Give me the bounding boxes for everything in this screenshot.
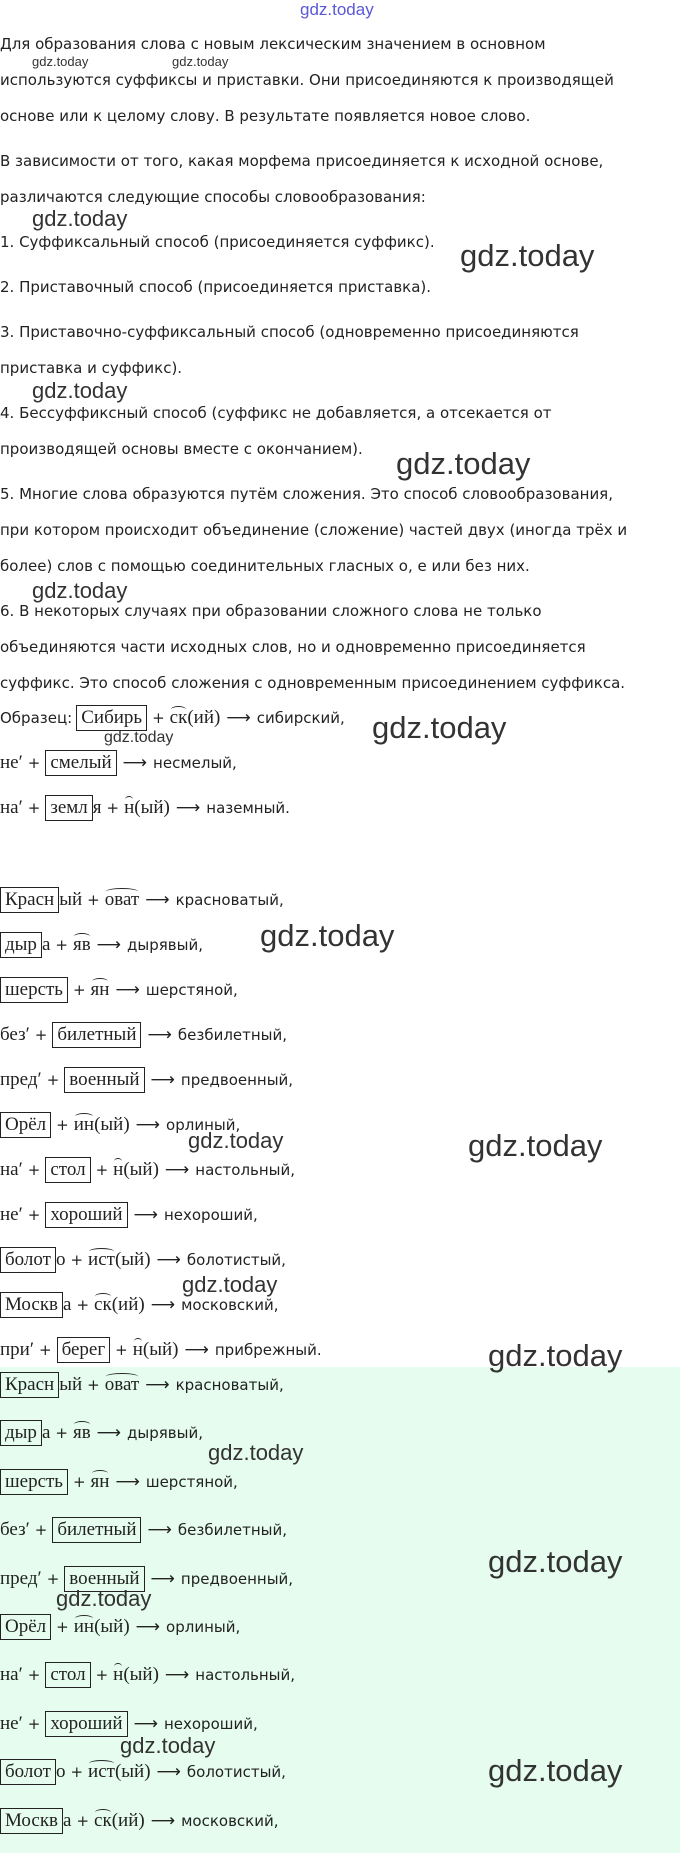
arrow-icon: ⟶ (133, 1205, 158, 1225)
arrow-icon: ⟶ (164, 1665, 190, 1686)
suffix-arc: н (113, 1159, 124, 1180)
suffix-arc: ист (88, 1761, 115, 1783)
paragraph-line: используются суффиксы и приставки. Они присоединяются к производящей (0, 71, 614, 89)
arrow-icon: ⟶ (145, 1375, 170, 1395)
tail: ый (59, 889, 83, 910)
formation-row (0, 1806, 278, 1836)
plus-sign: + (34, 1521, 48, 1540)
sample-row: на ′ + земл я + н (ый) ⟶ наземный. (0, 793, 290, 823)
result-word: настольный, (195, 1666, 296, 1685)
watermark: gdz.today (468, 1128, 603, 1163)
ending: (ый) (114, 1249, 151, 1270)
formation-row (0, 1467, 238, 1497)
root-box: дыр (0, 1420, 42, 1446)
result-word: прибрежный. (214, 1341, 322, 1359)
result-word: нехороший, (163, 1206, 258, 1224)
suffix-arc: н (132, 1339, 143, 1360)
paragraph-line: В зависимости от того, какая морфема присоединяется к исходной основе, (0, 152, 604, 170)
prefix: на (0, 797, 19, 818)
method-1: 1. Суффиксальный способ (присоединяется суффикс). (0, 233, 435, 251)
prefix: не (0, 1712, 19, 1734)
result-word: московский, (181, 1811, 279, 1830)
prefix: при (0, 1339, 30, 1360)
prefix: пред (0, 1069, 38, 1090)
header-watermark: gdz.today (300, 0, 374, 19)
suffix-arc: яв (72, 934, 91, 955)
plus-sign: + (87, 1376, 100, 1394)
ending: (ый) (94, 1616, 130, 1637)
arrow-icon: ⟶ (156, 1762, 181, 1783)
prefix-mark: ′ (25, 1024, 30, 1045)
formation-row (0, 1660, 295, 1690)
suffix-arc: яв (72, 1422, 91, 1444)
plus-sign: + (27, 1714, 41, 1733)
result-word: дырявый, (127, 1424, 204, 1443)
watermark: gdz.today (120, 1733, 216, 1758)
root-box: шерсть (0, 1469, 68, 1495)
prefix-mark: ′ (18, 1664, 23, 1686)
result-word: московский, (181, 1296, 279, 1314)
plus-sign: + (27, 1666, 41, 1685)
plus-sign: + (76, 1296, 90, 1314)
suffix-arc: оват (104, 889, 140, 910)
root-box: военный (64, 1566, 144, 1592)
root-box: военный (64, 1067, 144, 1093)
formation-row (0, 1370, 284, 1400)
ending: (ый) (123, 1664, 159, 1686)
watermark: gdz.today (488, 1753, 623, 1788)
watermark: gdz.today (172, 54, 229, 69)
tail: ый (59, 1374, 83, 1395)
plus-sign: + (95, 1161, 109, 1179)
paragraph-line: Для образования слова с новым лексическим значением в основном (0, 35, 546, 53)
tail: а (41, 934, 51, 955)
suffix-arc: ян (90, 979, 110, 1000)
arrow-icon: ⟶ (147, 1520, 172, 1541)
watermark: gdz.today (32, 54, 89, 69)
result-word: предвоенный, (180, 1071, 294, 1089)
result-word: нехороший, (163, 1714, 258, 1733)
prefix-mark: ′ (18, 1712, 23, 1734)
plus-sign: + (56, 1116, 69, 1134)
root-box: земл (45, 795, 92, 821)
suffix-arc: н (113, 1664, 124, 1686)
plus-sign: + (76, 1811, 90, 1830)
prefix-mark: ′ (18, 1159, 23, 1180)
plus-sign: + (46, 1569, 60, 1588)
paragraph-line: суффикс. Это способ сложения с одновременным присоединением суффикса. (0, 674, 626, 692)
formation-row (0, 1200, 258, 1230)
arrow-icon: ⟶ (135, 1617, 161, 1637)
tail: а (63, 1294, 72, 1315)
arrow-icon: ⟶ (135, 1115, 161, 1135)
watermark: gdz.today (104, 729, 174, 746)
formation-row (0, 1335, 322, 1365)
root-box: Сибирь (76, 705, 147, 731)
watermark: gdz.today (188, 1128, 284, 1153)
suffix-arc: ист (88, 1249, 115, 1270)
formation-row (0, 1155, 295, 1185)
tail: о (55, 1761, 66, 1783)
suffix-arc: ян (90, 1470, 110, 1492)
tail: я (92, 797, 102, 818)
paragraph-line: объединяются части исходных слов, но и одновременно присоединяется (0, 638, 586, 656)
arrow-icon: ⟶ (115, 980, 140, 1000)
arrow-icon: ⟶ (150, 1070, 175, 1090)
arrow-icon: ⟶ (96, 1423, 122, 1444)
prefix: не (0, 752, 19, 773)
plus-sign: + (55, 1424, 68, 1443)
result-word: красноватый, (175, 1376, 284, 1394)
root-box: хороший (45, 1711, 127, 1737)
result-word: сибирский, (256, 709, 345, 727)
paragraph-line: более) слов с помощью соединительных гласных о, е или без них. (0, 557, 530, 575)
formation-row (0, 1065, 293, 1095)
result-word: дырявый, (127, 936, 204, 954)
prefix-mark: ′ (37, 1069, 42, 1090)
watermark: gdz.today (260, 918, 395, 953)
watermark: gdz.today (182, 1272, 278, 1297)
result-word: настольный, (195, 1161, 296, 1179)
watermark: gdz.today (32, 578, 128, 603)
formation-row (0, 975, 238, 1005)
arrow-icon: ⟶ (150, 1568, 175, 1589)
ending: (ый) (123, 1159, 159, 1180)
plus-sign: + (70, 1251, 84, 1269)
formation-row (0, 1020, 287, 1050)
plus-sign: + (87, 891, 100, 909)
watermark: gdz.today (488, 1544, 623, 1579)
tail: о (55, 1249, 66, 1270)
arrow-icon: ⟶ (145, 890, 170, 910)
prefix: на (0, 1664, 19, 1686)
suffix-arc: ск (169, 707, 188, 728)
example-label: Образец: (0, 709, 73, 727)
plus-sign: + (95, 1666, 109, 1685)
suffix-arc: ин (73, 1616, 95, 1637)
prefix: на (0, 1159, 19, 1180)
root-box: Красн (0, 887, 59, 913)
result-word: болотистый, (186, 1763, 286, 1782)
root-box: дыр (0, 932, 42, 958)
arrow-icon: ⟶ (164, 1160, 190, 1180)
method-3: 3. Приставочно-суффиксальный способ (одновременно присоединяются (0, 323, 579, 341)
method-4: 4. Бессуффиксный способ (суффикс не добавляется, а отсекается от (0, 404, 552, 422)
suffix-arc: ск (94, 1809, 112, 1831)
prefix: пред (0, 1567, 38, 1589)
suffix-arc: н (124, 797, 135, 818)
result-word: шерстяной, (145, 981, 238, 999)
formation-row (0, 1245, 286, 1275)
ending: (ий) (111, 1809, 145, 1831)
tail: а (63, 1809, 72, 1831)
arrow-icon: ⟶ (150, 1295, 176, 1315)
prefix-mark: ′ (25, 1519, 30, 1541)
watermark: gdz.today (372, 710, 507, 745)
prefix: без (0, 1519, 26, 1541)
ending: (ий) (187, 707, 221, 728)
plus-sign: + (70, 1763, 84, 1782)
suffix-arc: ин (73, 1114, 95, 1135)
watermark: gdz.today (460, 238, 595, 273)
watermark: gdz.today (56, 1586, 152, 1611)
prefix: без (0, 1024, 26, 1045)
method-6: 6. В некоторых случаях при образовании сложного слова не только (0, 602, 542, 620)
watermark: gdz.today (208, 1440, 304, 1465)
arrow-icon: ⟶ (150, 1810, 176, 1831)
result-word: шерстяной, (145, 1472, 238, 1491)
prefix-mark: ′ (37, 1567, 42, 1589)
root-box: стол (45, 1157, 90, 1183)
root-box: шерсть (0, 977, 68, 1003)
plus-sign: + (115, 1341, 128, 1359)
root-box: билетный (52, 1022, 141, 1048)
formation-row (0, 1612, 240, 1642)
result-word: красноватый, (175, 891, 284, 909)
watermark: gdz.today (396, 446, 531, 481)
tail: а (41, 1422, 51, 1444)
arrow-icon: ⟶ (115, 1471, 140, 1492)
plus-sign: + (27, 1161, 41, 1179)
formation-row (0, 1757, 286, 1787)
plus-sign: + (56, 1618, 69, 1636)
root-box: стол (45, 1662, 90, 1688)
result-word: орлиный, (166, 1618, 241, 1636)
result-word: болотистый, (186, 1251, 286, 1269)
plus-sign: + (34, 1026, 48, 1044)
root-box: билетный (52, 1517, 141, 1543)
formation-row (0, 885, 284, 915)
root-box: Орёл (0, 1112, 51, 1138)
result-word: орлиный, (166, 1116, 241, 1134)
paragraph-line: приставка и суффикс). (0, 359, 183, 377)
method-2: 2. Приставочный способ (присоединяется приставка). (0, 278, 432, 296)
formation-row (0, 930, 203, 960)
watermark: gdz.today (32, 378, 128, 403)
plus-sign: + (72, 1472, 86, 1491)
ending: (ый) (142, 1339, 179, 1360)
suffix-arc: оват (104, 1374, 140, 1395)
sample-row: Образец: Сибирь + ск (ий) ⟶ сибирский, (0, 703, 345, 733)
arrow-icon: ⟶ (156, 1250, 181, 1270)
root-box: Москв (0, 1292, 63, 1318)
arrow-icon: ⟶ (147, 1025, 172, 1045)
root-box: Москв (0, 1808, 63, 1834)
root-box: Орёл (0, 1614, 51, 1640)
paragraph-line: различаются следующие способы словообразования: (0, 188, 426, 206)
root-box: Красн (0, 1372, 59, 1398)
root-box: смелый (45, 750, 116, 776)
watermark: gdz.today (32, 206, 128, 231)
result-word: несмелый, (153, 754, 237, 772)
method-5: 5. Многие слова образуются путём сложения. Это способ словообразования, (0, 485, 613, 503)
plus-sign: + (27, 1206, 41, 1224)
root-box: болот (0, 1759, 56, 1785)
plus-sign: + (39, 1341, 52, 1359)
ending: (ый) (134, 797, 170, 818)
prefix-mark: ′ (29, 1339, 34, 1360)
formation-row (0, 1515, 287, 1545)
ending: (ый) (114, 1761, 151, 1783)
arrow-icon: ⟶ (96, 935, 122, 955)
plus-sign: + (46, 1071, 60, 1089)
plus-sign: + (72, 981, 86, 999)
prefix: не (0, 1204, 19, 1225)
root-box: хороший (45, 1202, 127, 1228)
result-word: безбилетный, (177, 1026, 288, 1044)
paragraph-line: основе или к целому слову. В результате появляется новое слово. (0, 107, 531, 125)
ending: (ый) (94, 1114, 130, 1135)
root-box: болот (0, 1247, 56, 1273)
root-box: берег (57, 1337, 111, 1363)
watermark: gdz.today (488, 1338, 623, 1373)
sample-row: не ′ + смелый ⟶ несмелый, (0, 748, 237, 778)
arrow-icon: ⟶ (184, 1340, 209, 1360)
paragraph-line: производящей основы вместе с окончанием). (0, 440, 363, 458)
result-word: безбилетный, (177, 1521, 288, 1540)
formation-row (0, 1418, 203, 1448)
result-word: предвоенный, (180, 1569, 294, 1588)
plus-sign: + (55, 936, 68, 954)
paragraph-line: при котором происходит объединение (сложение) частей двух (иногда трёх и (0, 521, 628, 539)
result-word: наземный. (206, 799, 290, 817)
arrow-icon: ⟶ (133, 1713, 158, 1734)
suffix-arc: ск (94, 1294, 112, 1315)
ending: (ий) (111, 1294, 145, 1315)
prefix-mark: ′ (18, 1204, 23, 1225)
